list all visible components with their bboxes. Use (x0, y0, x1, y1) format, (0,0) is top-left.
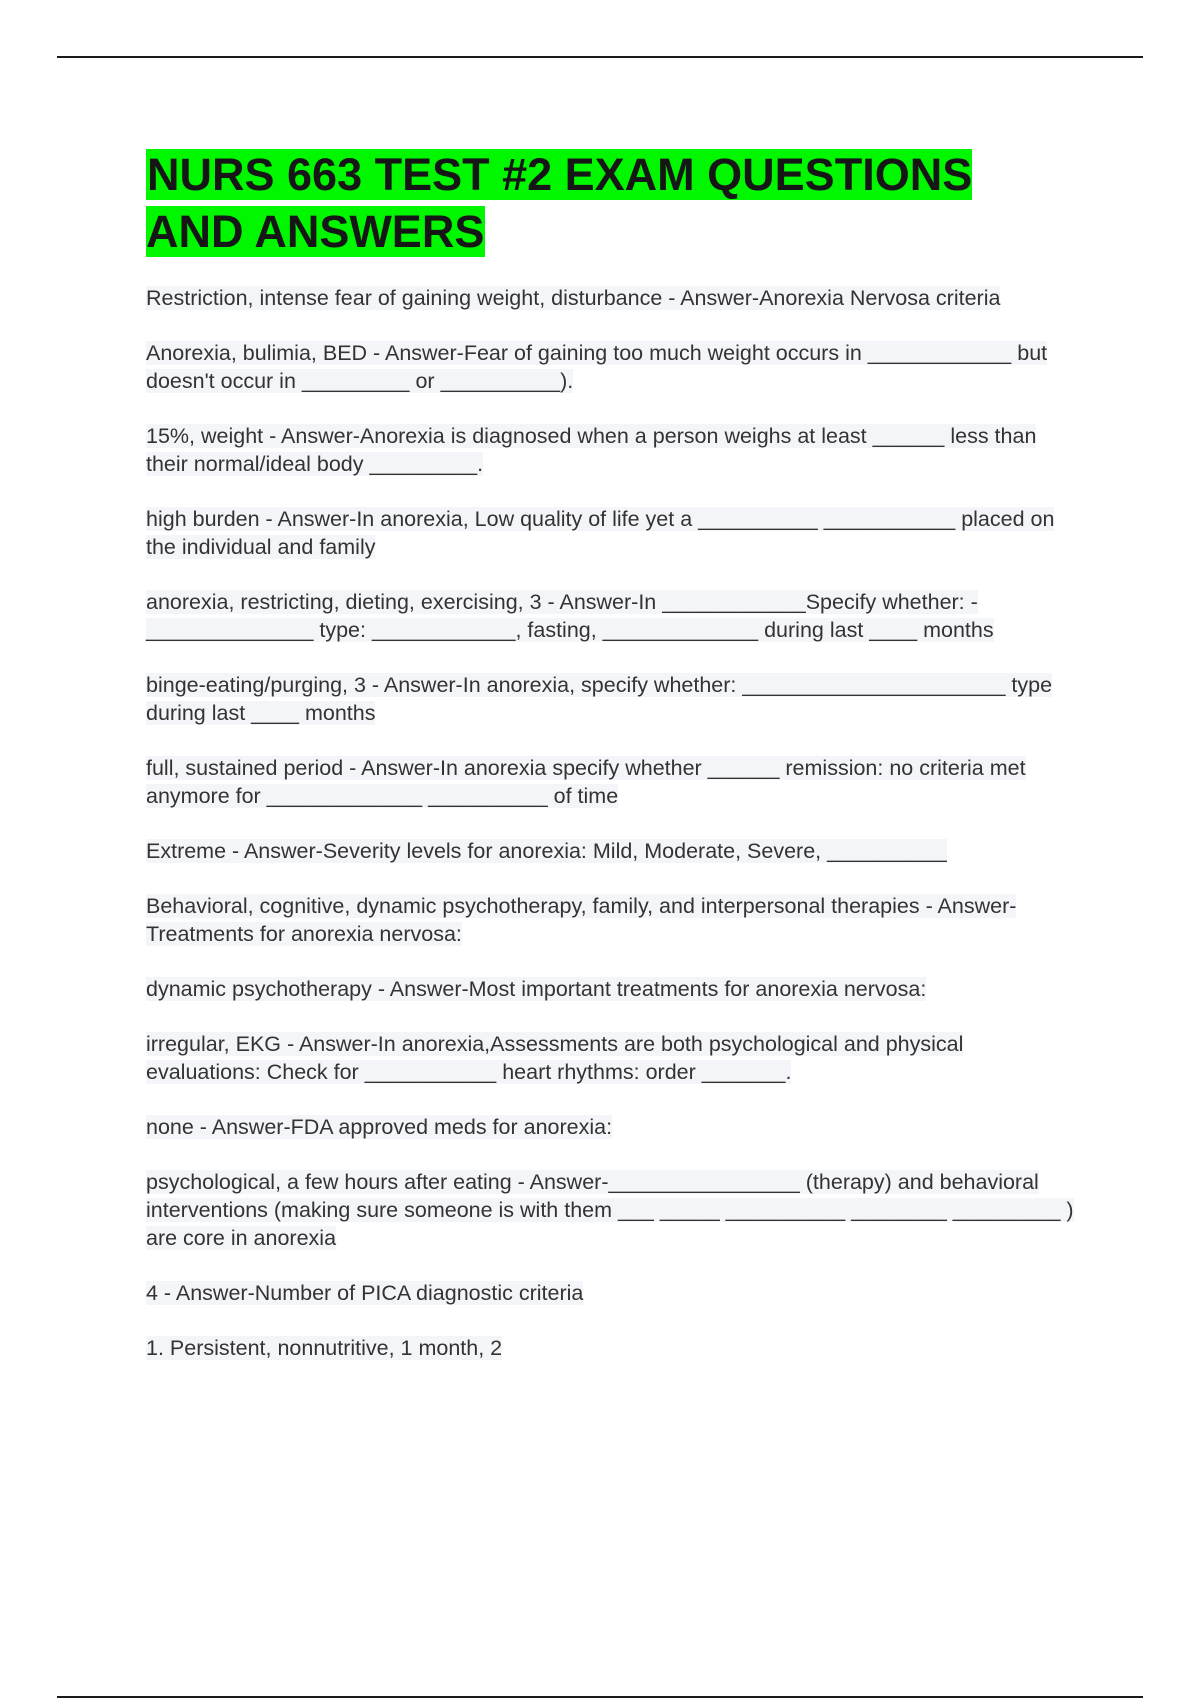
qa-text: Extreme - Answer-Severity levels for anorexia: Mild, Moderate, Severe, __________ (146, 839, 947, 863)
qa-item (146, 754, 1076, 810)
page-bottom-rule (57, 1696, 1143, 1698)
document-body (146, 146, 1076, 1389)
qa-item (146, 671, 1076, 727)
qa-item (146, 1334, 1076, 1362)
qa-text: 15%, weight - Answer-Anorexia is diagnosed when a person weighs at least ______ less than their normal/ideal body _________. (146, 424, 1037, 476)
qa-item (146, 284, 1076, 312)
qa-text: binge-eating/purging, 3 - Answer-In anorexia, specify whether: ______________________ type during last ____ months (146, 673, 1053, 725)
qa-text: Behavioral, cognitive, dynamic psychotherapy, family, and interpersonal therapies - Answer-Treatments for anorexia nervosa: (146, 894, 1017, 946)
qa-text: full, sustained period - Answer-In anorexia specify whether ______ remission: no criteria met anymore for _____________ __________ of time (146, 756, 1026, 808)
document-title (146, 146, 1076, 260)
qa-text: none - Answer-FDA approved meds for anorexia: (146, 1115, 613, 1139)
qa-text: dynamic psychotherapy - Answer-Most important treatments for anorexia nervosa: (146, 977, 927, 1001)
qa-item (146, 837, 1076, 865)
qa-list (146, 284, 1076, 1362)
page-top-rule (57, 56, 1143, 58)
qa-text: anorexia, restricting, dieting, exercising, 3 - Answer-In ____________Specify whether: -______________ type: ____________, fasting, _____________ during last ____ months (146, 590, 994, 642)
qa-item (146, 588, 1076, 644)
qa-text: Anorexia, bulimia, BED - Answer-Fear of gaining too much weight occurs in ____________ but doesn't occur in _________ or __________). (146, 341, 1048, 393)
qa-text: irregular, EKG - Answer-In anorexia,Assessments are both psychological and physical evaluations: Check for ___________ heart rhythms: order _______. (146, 1032, 964, 1084)
qa-item (146, 1168, 1076, 1252)
qa-text: 4 - Answer-Number of PICA diagnostic criteria (146, 1281, 584, 1305)
qa-text: high burden - Answer-In anorexia, Low quality of life yet a __________ ___________ placed on the individual and family (146, 507, 1055, 559)
qa-item (146, 1030, 1076, 1086)
qa-item (146, 339, 1076, 395)
qa-item (146, 892, 1076, 948)
qa-item (146, 505, 1076, 561)
qa-text: psychological, a few hours after eating - Answer-________________ (therapy) and behavioral interventions (making sure someone is with them ___ _____ __________ ________ _________ ) are core in anorexia (146, 1170, 1074, 1250)
title-highlight: NURS 663 TEST #2 EXAM QUESTIONS AND ANSWERS (146, 149, 973, 257)
qa-text: 1. Persistent, nonnutritive, 1 month, 2 (146, 1336, 503, 1360)
qa-item (146, 1113, 1076, 1141)
qa-item (146, 1279, 1076, 1307)
qa-item (146, 422, 1076, 478)
qa-item (146, 975, 1076, 1003)
qa-text: Restriction, intense fear of gaining weight, disturbance - Answer-Anorexia Nervosa criteria (146, 286, 1001, 310)
